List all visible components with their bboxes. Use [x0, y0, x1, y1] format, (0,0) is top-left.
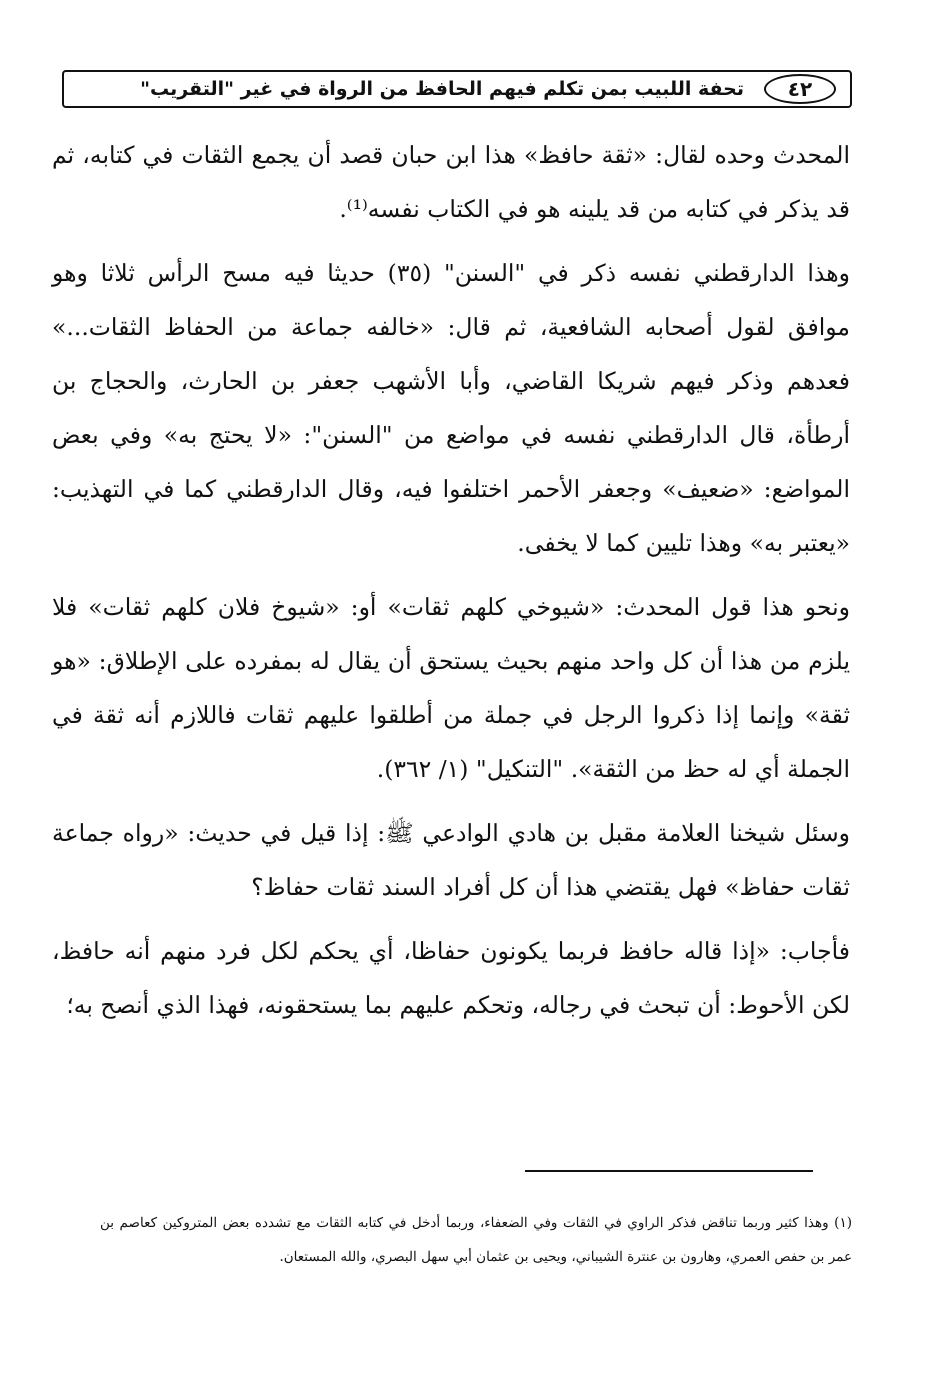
main-text: [52, 128, 850, 1042]
paragraph: فأجاب: «إذا قاله حافظ فربما يكونون حفاظا، أي يحكم لكل فرد منهم أنه حافظ، لكن الأحوط: أن تبحث في رجاله، وتحكم عليهم بما يستحقونه، فهذا الذي أنصح به؛: [52, 937, 850, 1019]
page-header: [62, 70, 852, 108]
paragraph: المحدث وحده لقال: «ثقة حافظ» هذا ابن حبان قصد أن يجمع الثقات في كتابه، ثم قد يذكر في كتابه من قد يلينه هو في الكتاب نفسه⁽¹⁾.: [52, 141, 850, 223]
footnote-divider: [525, 1170, 813, 1172]
paragraph: وسئل شيخنا العلامة مقبل بن هادي الوادعي ﷺ: إذا قيل في حديث: «رواه جماعة ثقات حفاظ» فهل يقتضي هذا أن كل أفراد السند ثقات حفاظ؟: [52, 819, 850, 901]
footnote-1: (١) وهذا كثير وربما تناقض فذكر الراوي في الثقات وفي الضعفاء، وربما أدخل في كتابه الثقات مع تشدده بعض المتروكين كعاصم بن عمر بن حفص العمري، وهارون بن عنترة الشيباني، ويحيى بن عثمان أبي سهل البصري، والله المستعان.: [100, 1215, 852, 1265]
page-number: ٤٢: [764, 74, 836, 104]
paragraph: وهذا الدارقطني نفسه ذكر في "السنن" (٣٥) حديثا فيه مسح الرأس ثلاثا وهو موافق لقول أصحابه الشافعية، ثم قال: «خالفه جماعة من الحفاظ الثقات...» فعدهم وذكر فيهم شريكا القاضي، وأبا الأشهب جعفر بن الحارث، والحجاج بن أرطأة، قال الدارقطني نفسه في مواضع من "السنن": «لا يحتج به» وفي بعض المواضع: «ضعيف» وجعفر الأحمر اختلفوا فيه، وقال الدارقطني كما في التهذيب: «يعتبر به» وهذا تليين كما لا يخفى.: [52, 259, 850, 557]
footnotes: [100, 1206, 852, 1274]
running-title: تحفة اللبيب بمن تكلم فيهم الحافظ من الرواة في غير "التقريب": [140, 78, 744, 100]
paragraph: ونحو هذا قول المحدث: «شيوخي كلهم ثقات» أو: «شيوخ فلان كلهم ثقات» فلا يلزم من هذا أن كل واحد منهم بحيث يستحق أن يقال له بمفرده على الإطلاق: «هو ثقة» وإنما إذا ذكروا الرجل في جملة من أطلقوا عليهم ثقات فاللازم أنه ثقة في الجملة أي له حظ من الثقة». "التنكيل" (١/ ٣٦٢).: [52, 593, 850, 783]
